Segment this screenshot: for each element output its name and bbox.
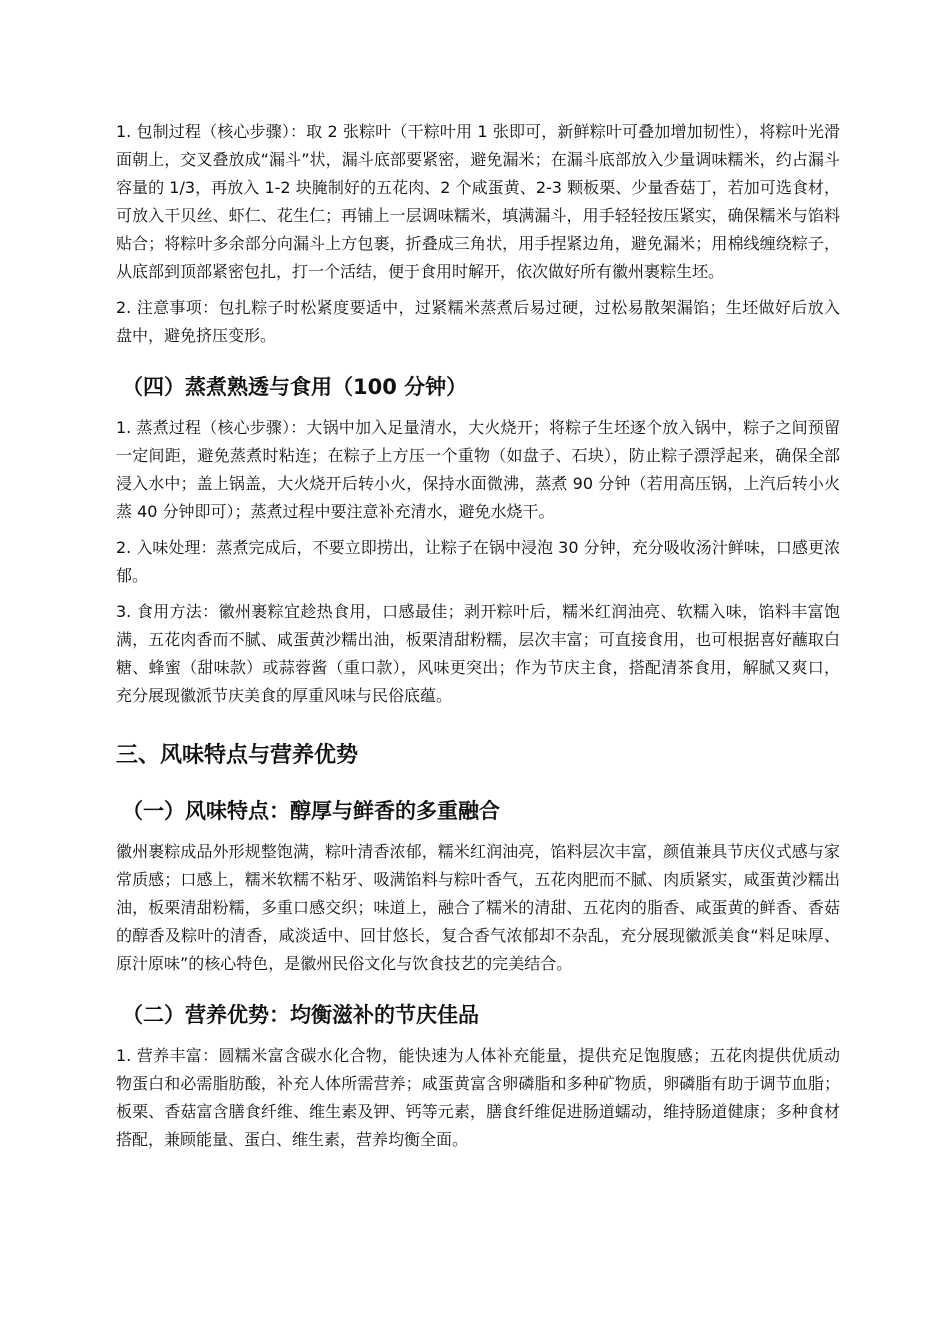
flavor-subheading: （一）风味特点：醇厚与鲜香的多重融合 xyxy=(122,799,500,823)
flavor-paragraph: 徽州裹粽成品外形规整饱满，粽叶清香浓郁，糯米红润油亮，馅料层次丰富，颜值兼具节庆仪式感与家常质感；口感上，糯米软糯不粘牙、吸满馅料与粽叶香气，五花肉肥而不腻、肉质紧实，咸蛋黄沙糯出油，板栗清甜粉糯，多重口感交织；味道上，融合了糯米的清甜、五花肉的脂香、咸蛋黄的鲜香、香菇的醇香及粽叶的清香，咸淡适中、回甘悠长，复合香气浓郁却不杂乱，充分展现徽派美食“料足味厚、原汁原味”的核心特色，是徽州民俗文化与饮食技艺的完美结合。 xyxy=(116,842,840,973)
wrapping-notes-paragraph: 2. 注意事项：包扎粽子时松紧度要适中，过紧糯米蒸煮后易过硬，过松易散架漏馅；生坯做好后放入盘中，避免挤压变形。 xyxy=(116,298,840,345)
wrapping-process-paragraph: 1. 包制过程（核心步骤）：取 2 张粽叶（干粽叶用 1 张即可，新鲜粽叶可叠加增加韧性），将粽叶光滑面朝上，交叉叠放成“漏斗”状，漏斗底部要紧密，避免漏米；在漏斗底部放入少量调味糯米，约占漏斗容量的 1/3，再放入 1-2 块腌制好的五花肉、2 个咸蛋黄、2-3 颗板栗、少量香菇丁，若加可选食材，可放入干贝丝、虾仁、花生仁；再铺上一层调味糯米，填满漏斗，用手轻轻按压紧实，确保糯米与馅料贴合；将粽叶多余部分向漏斗上方包裹，折叠成三角状，用手捏紧边角，避免漏米；用棉线缠绕粽子，从底部到顶部紧密包扎，打一个活结，便于食用时解开，依次做好所有徽州裹粽生坯。 xyxy=(116,122,840,281)
steaming-process-paragraph: 1. 蒸煮过程（核心步骤）：大锅中加入足量清水，大火烧开；将粽子生坯逐个放入锅中，粽子之间预留一定间距，避免蒸煮时粘连；在粽子上方压一个重物（如盘子、石块），防止粽子漂浮起来，确保全部浸入水中；盖上锅盖，大火烧开后转小火，保持水面微沸，蒸煮 90 分钟（若用高压锅，上汽后转小火蒸 40 分钟即可）；蒸煮过程中要注意补充清水，避免水烧干。 xyxy=(116,418,840,521)
nutrition-paragraph: 1. 营养丰富：圆糯米富含碳水化合物，能快速为人体补充能量，提供充足饱腹感；五花肉提供优质动物蛋白和必需脂肪酸，补充人体所需营养；咸蛋黄富含卵磷脂和多种矿物质，卵磷脂有助于调节血脂；板栗、香菇富含膳食纤维、维生素及钾、钙等元素，膳食纤维促进肠道蠕动，维持肠道健康；多种食材搭配，兼顾能量、蛋白、维生素，营养均衡全面。 xyxy=(116,1046,840,1149)
section-4-heading: （四）蒸煮熟透与食用（100 分钟） xyxy=(122,375,468,399)
serving-method-paragraph: 3. 食用方法：徽州裹粽宜趁热食用，口感最佳；剥开粽叶后，糯米红润油亮、软糯入味，馅料丰富饱满，五花肉香而不腻、咸蛋黄沙糯出油，板栗清甜粉糯，层次丰富；可直接食用，也可根据喜好蘸取白糖、蜂蜜（甜味款）或蒜蓉酱（重口款），风味更突出；作为节庆主食，搭配清茶食用，解腻又爽口，充分展现徽派节庆美食的厚重风味与民俗底蕴。 xyxy=(116,602,840,705)
flavoring-paragraph: 2. 入味处理：蒸煮完成后，不要立即捞出，让粽子在锅中浸泡 30 分钟，充分吸收汤汁鲜味，口感更浓郁。 xyxy=(116,538,840,585)
part-3-heading: 三、风味特点与营养优势 xyxy=(116,743,359,768)
nutrition-subheading: （二）营养优势：均衡滋补的节庆佳品 xyxy=(122,1003,479,1027)
